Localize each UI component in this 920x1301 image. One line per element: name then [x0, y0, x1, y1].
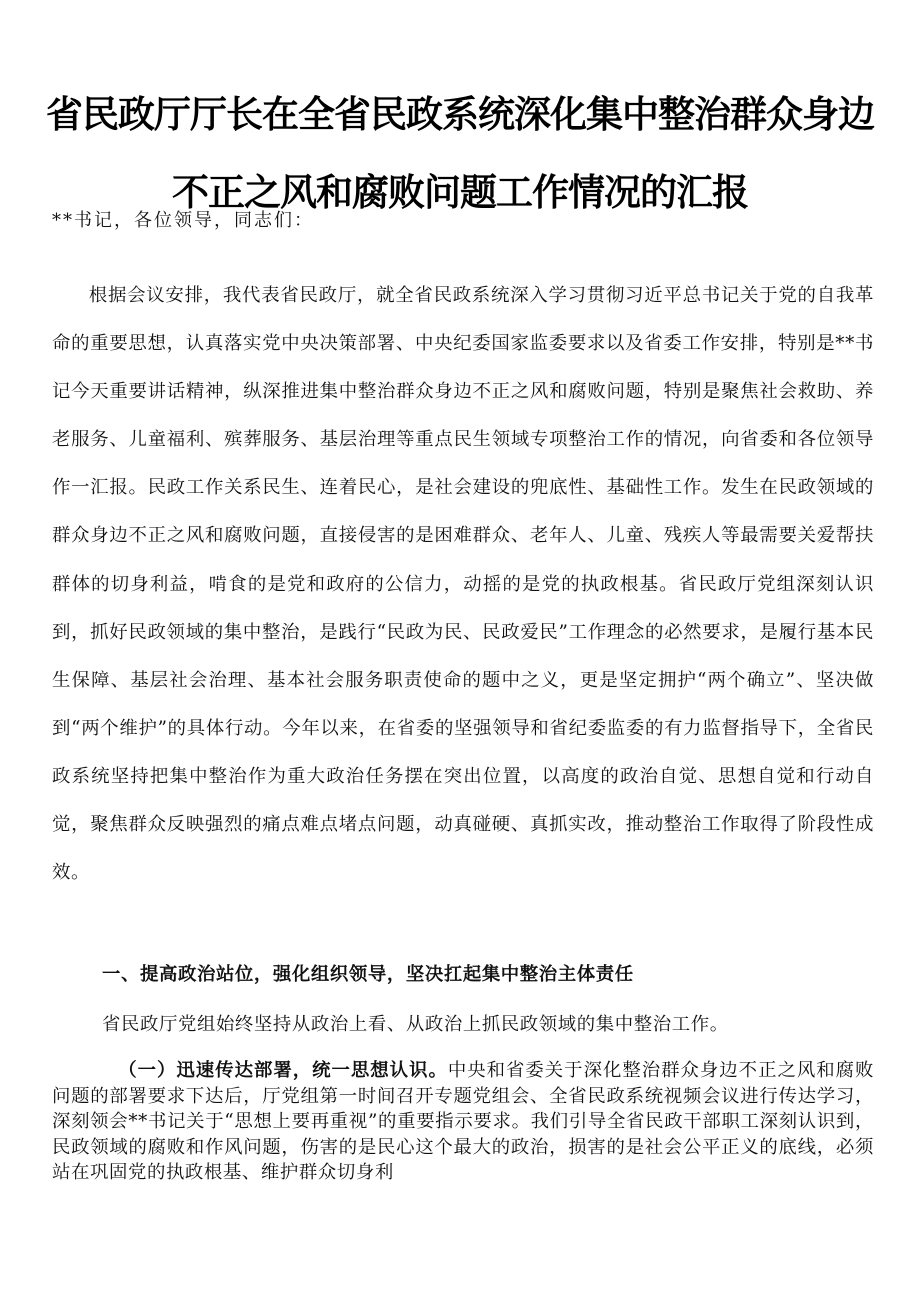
document-title-line2: 不正之风和腐败问题工作情况的汇报: [172, 171, 748, 214]
paragraph-section1-intro: 省民政厅党组始终坚持从政治上看、从政治上抓民政领域的集中整治工作。: [102, 1014, 729, 1035]
subsection-body: 中央和省委关于深化整治群众身边不正之风和腐败问题的部署要求下达后，厅党组第一时间召开专题党组会、全省民政系统视频会议进行传达学习，深刻领会**书记关于“思想上要再重视”的重要指示要求。我们引导全省民政干部职工深刻认识到，民政领域的腐败和作风问题，伤害的是民心这个最大的政治，损害的是社会公平正义的底线，必须站在巩固党的执政根基、维护群众切身利: [52, 1060, 874, 1183]
paragraph-intro: 根据会议安排，我代表省民政厅，就全省民政系统深入学习贯彻习近平总书记关于党的自我革命的重要思想，认真落实党中央决策部署、中央纪委国家监委要求以及省委工作安排，特别是**书记今天重要讲话精神，纵深推进集中整治群众身边不正之风和腐败问题，特别是聚焦社会救助、养老服务、儿童福利、殡葬服务、基层治理等重点民生领域专项整治工作的情况，向省委和各位领导作一汇报。民政工作关系民生、连着民心，是社会建设的兜底性、基础性工作。发生在民政领域的群众身边不正之风和腐败问题，直接侵害的是困难群众、老年人、儿童、残疾人等最需要关爱帮扶群体的切身利益，啃食的是党和政府的公信力，动摇的是党的执政根基。省民政厅党组深刻认识到，抓好民政领域的集中整治，是践行“民政为民、民政爱民”工作理念的必然要求，是履行基本民生保障、基层社会治理、基本社会服务职责使命的题中之义，更是坚定拥护“两个确立”、坚决做到“两个维护”的具体行动。今年以来，在省委的坚强领导和省纪委监委的有力监督指导下，全省民政系统坚持把集中整治作为重大政治任务摆在突出位置，以高度的政治自觉、思想自觉和行动自觉，聚焦群众反映强烈的痛点难点堵点问题，动真碰硬、真抓实改，推动整治工作取得了阶段性成效。: [52, 285, 874, 884]
salutation: **书记，各位领导，同志们：: [52, 210, 314, 231]
paragraph-subsection-1: [52, 1058, 874, 1218]
subsection-lead: （一）迅速传达部署，统一思想认识。: [118, 1060, 448, 1081]
document-title-line1: 省民政厅厅长在全省民政系统深化集中整治群众身边: [46, 93, 874, 136]
section-heading-1: 一、提高政治站位，强化组织领导，坚决扛起集中整治主体责任: [102, 964, 634, 985]
